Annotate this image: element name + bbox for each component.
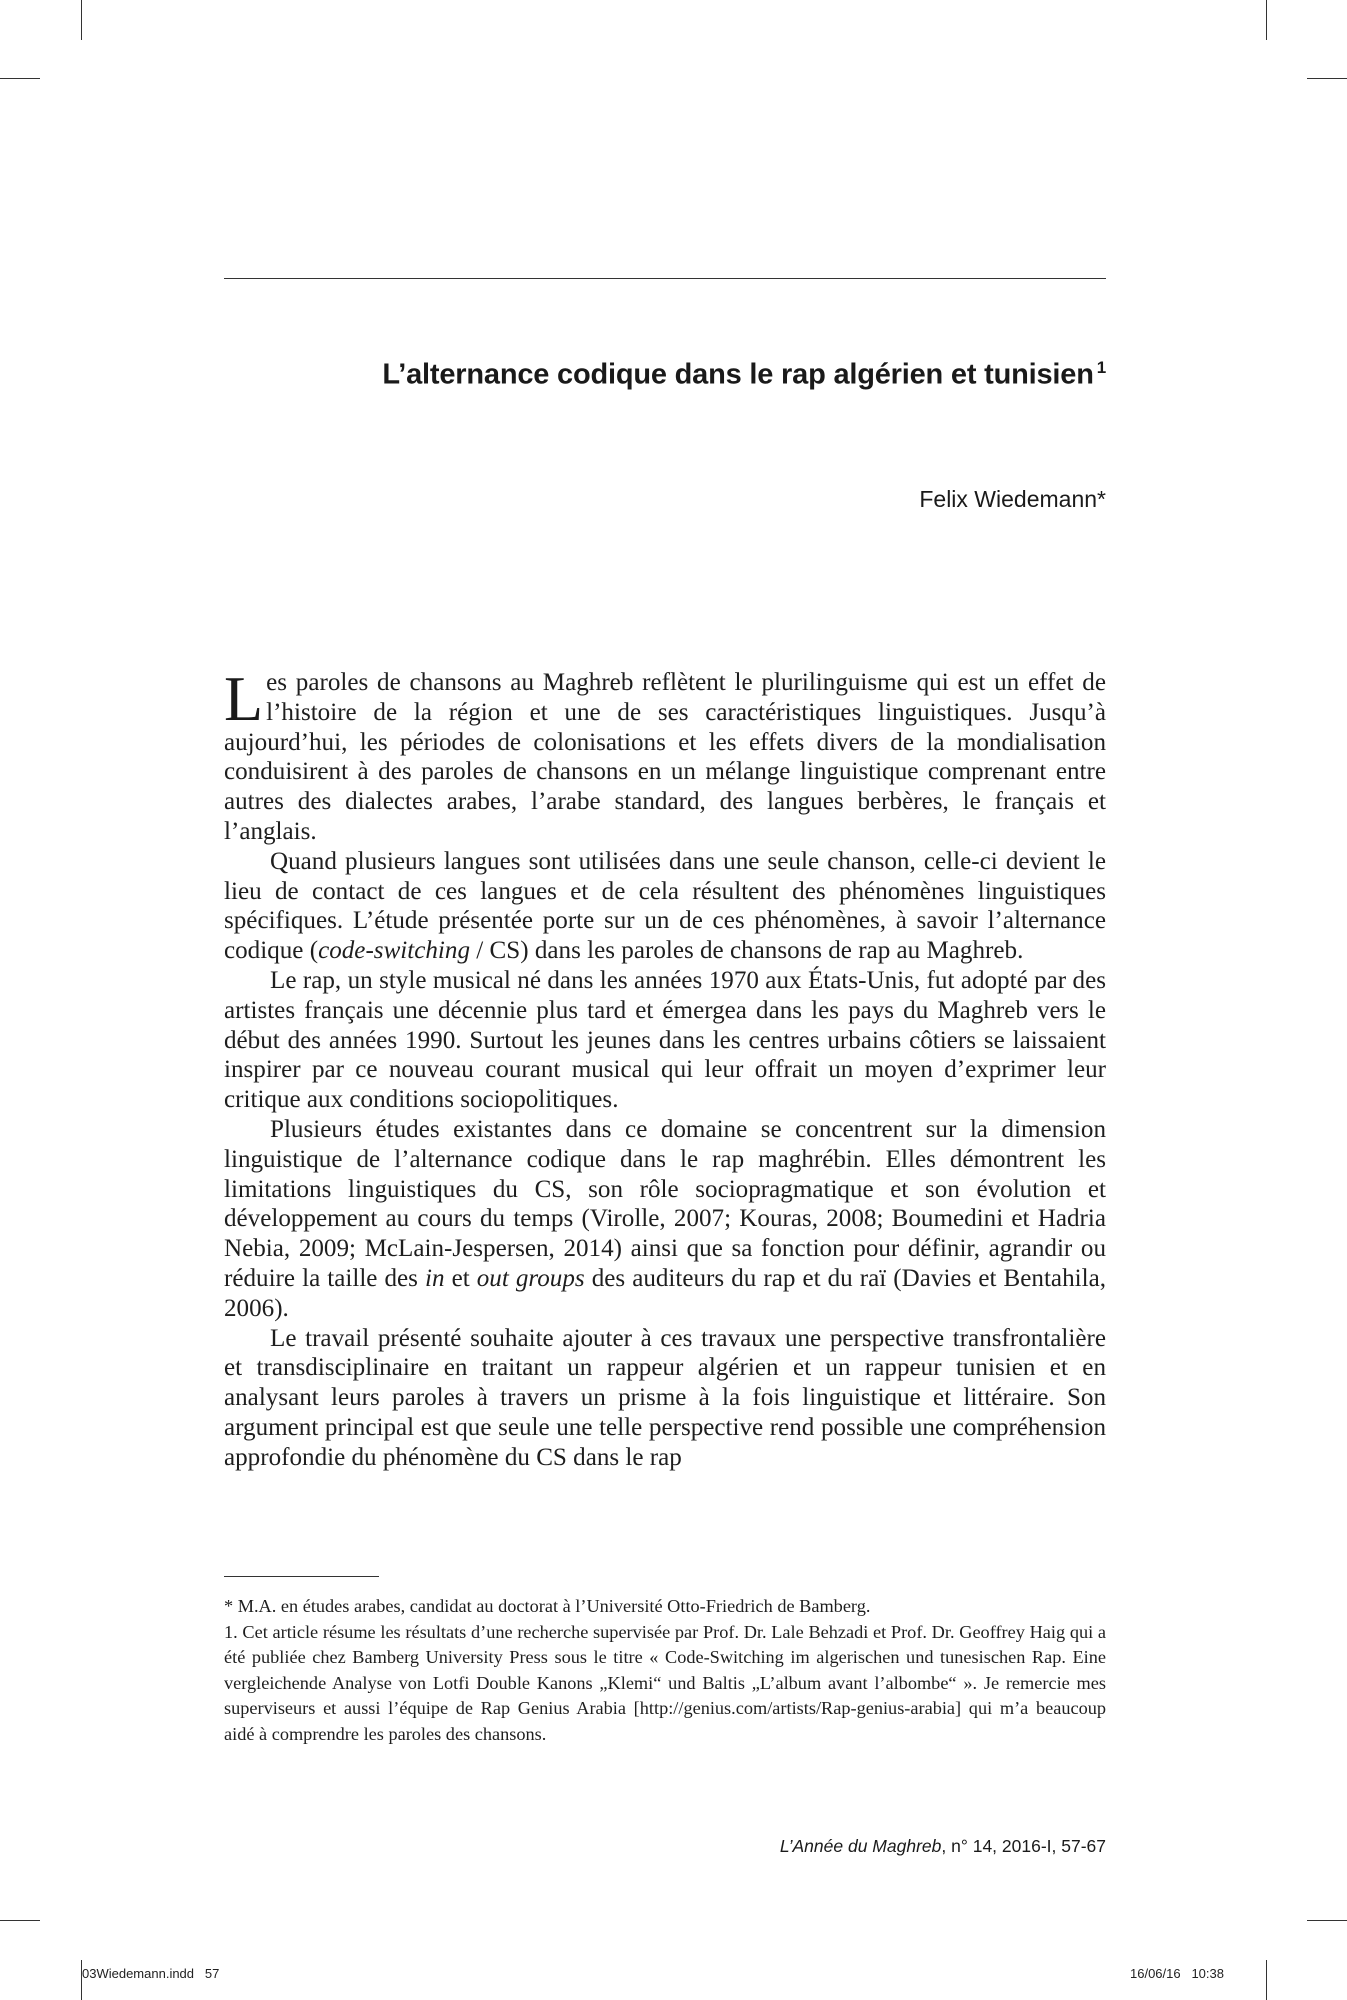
crop-mark-top-right-vertical [1266,0,1267,40]
footnotes [224,1594,1106,1748]
title-footnote-marker: 1 [1096,358,1106,377]
author-name: Felix Wiedemann* [919,486,1106,512]
paragraph-4-text-d: et du raï (Davies et Bentahila, 2006). [224,1264,1106,1322]
paragraph-4-italic-out-groups: out groups [476,1264,585,1292]
paragraph-4-text-c: des auditeurs du rap [584,1264,803,1292]
journal-citation [224,1836,1106,1857]
paragraph-3: Le rap, un style musical né dans les années 1970 aux États-Unis, fut adopté par des artistes français une décennie plus tard et émergea dans les pays du Maghreb vers le début des années 1990. Surtout les jeunes dans les centres urbains côtiers se laissaient inspirer par ce nouveau courant musical qui leur offrait un moyen d’exprimer leur critique aux conditions sociopolitiques. [224,966,1106,1114]
paragraph-1-text: es paroles de chansons au Maghreb reflètent le plurilinguisme qui est un effet de l’histoire de la région et une de ses caractéristiques linguistiques. Jusqu’à aujourd’hui, les périodes de colonisations et les effets divers de la mondialisation conduisirent à des paroles de chansons en un mélange linguistique comprenant entre autres des dialectes arabes, l’arabe standard, des langues berbères, le français et l’anglais. [224,669,1106,845]
paragraph-1 [224,663,1106,847]
paragraph-2-text-a: Quand plusieurs langues sont utilisées dans une seule chanson, celle-ci devient le lieu de contact de ces langues et de cela résultent des phénomènes linguistiques spécifiques. L’étude présentée porte sur un de ces phénomènes, à savoir l’alternance codique ( [224,847,1106,965]
paragraph-4 [224,1115,1106,1324]
article-title [224,358,1106,392]
paragraph-2-text-b: / CS) dans les paroles de chansons [470,937,829,965]
paragraph-4-italic-in: in [424,1264,445,1292]
journal-name: L’Année du Maghreb [779,1836,942,1856]
crop-mark-bottom-right-horizontal [1307,1920,1347,1921]
paragraph-4-text-a: Plusieurs études existantes dans ce domaine se concentrent sur la dimension linguistique de l’alternance codique dans le rap maghrébin. Elles démontrent les limitations linguistiques du CS, son rôle sociopragmatique et son évolution et développement au cours du temps (Virolle, 2007; Kouras, 2008; Boumedini et Hadria Nebia, 2009; McLain-Jespersen, 2014) ainsi que sa fonction pour définir, agrandir ou réduire la taille des [224,1115,1106,1292]
slug-datetime: 16/06/16 10:38 [1130,1966,1224,1981]
footnote-1: 1. Cet article résume les résultats d’une recherche supervisée par Prof. Dr. Lale Behzadi et Prof. Dr. Geoffrey Haig qui a été publiée chez Bamberg University Press sous le titre « Code-Switching im algerischen und tunesischen Rap. Eine vergleichende Analyse von Lotfi Double Kanons „Klemi“ und Baltis „L’album avant l’albombe“ ». Je remercie mes superviseurs et aussi l’équipe de Rap Genius Arabia [http://genius.com/artists/Rap-genius-arabia] qui m’a beaucoup aidé à comprendre les paroles des chansons. [224,1621,1106,1744]
paragraph-5: Le travail présenté souhaite ajouter à ces travaux une perspective transfrontalière et transdisciplinaire en traitant un rappeur algérien et un rappeur tunisien et en analysant leurs paroles à travers un prisme à la fois linguistique et littéraire. Son argument principal est que seule une telle perspective rend possible une compréhension approfondie du phénomène du CS dans le rap [224,1324,1106,1471]
slug-filename: 03Wiedemann.indd 57 [82,1966,220,1981]
crop-mark-bottom-left-horizontal [0,1920,40,1921]
article-title-text: L’alternance codique dans le rap algérien et tunisien [382,358,1094,391]
footnote-author: * M.A. en études arabes, candidat au doctorat à l’Université Otto-Friedrich de Bamberg. [224,1596,871,1616]
paragraph-2-text-c: de rap au Maghreb. [828,937,1024,965]
journal-details: , n° 14, 2016-I, 57-67 [941,1836,1106,1856]
paragraph-2 [224,847,1106,966]
drop-cap: L [224,663,264,734]
paragraph-4-text-b: et [444,1264,477,1292]
footnote-rule [224,1576,379,1577]
crop-mark-top-right-horizontal [1307,78,1347,79]
paragraph-2-italic: code-switching [318,937,471,965]
crop-mark-bottom-right-vertical [1266,1960,1267,2000]
header-rule [224,278,1106,279]
article-body [224,663,1106,1473]
crop-mark-top-left-horizontal [0,78,40,79]
crop-mark-top-left-vertical [81,0,82,40]
